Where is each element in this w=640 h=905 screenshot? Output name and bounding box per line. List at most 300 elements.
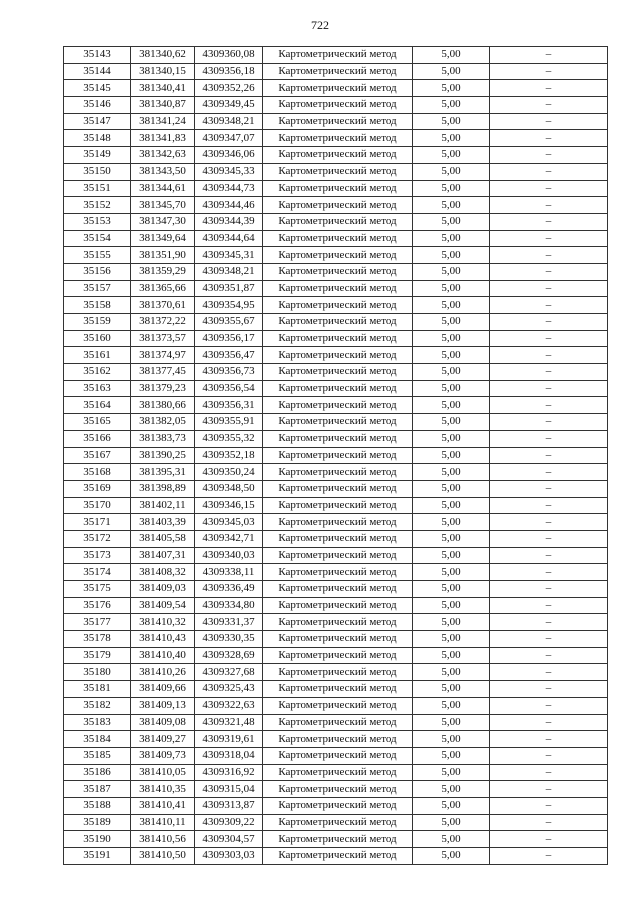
y-coordinate-cell: 4309348,21 xyxy=(195,263,263,280)
point-number-cell: 35189 xyxy=(64,814,131,831)
x-coordinate-cell: 381370,61 xyxy=(131,297,195,314)
x-coordinate-cell: 381340,62 xyxy=(131,47,195,64)
description-cell: – xyxy=(490,280,608,297)
point-number-cell: 35159 xyxy=(64,314,131,331)
point-number-cell: 35151 xyxy=(64,180,131,197)
method-cell: Картометрический метод xyxy=(263,597,413,614)
description-cell: – xyxy=(490,330,608,347)
description-cell: – xyxy=(490,664,608,681)
description-cell: – xyxy=(490,163,608,180)
x-coordinate-cell: 381382,05 xyxy=(131,414,195,431)
point-number-cell: 35188 xyxy=(64,797,131,814)
point-number-cell: 35170 xyxy=(64,497,131,514)
point-number-cell: 35155 xyxy=(64,247,131,264)
y-coordinate-cell: 4309348,50 xyxy=(195,480,263,497)
accuracy-cell: 5,00 xyxy=(413,814,490,831)
x-coordinate-cell: 381340,41 xyxy=(131,80,195,97)
table-row xyxy=(64,263,608,280)
y-coordinate-cell: 4309356,31 xyxy=(195,397,263,414)
y-coordinate-cell: 4309354,95 xyxy=(195,297,263,314)
table-row xyxy=(64,330,608,347)
method-cell: Картометрический метод xyxy=(263,831,413,848)
x-coordinate-cell: 381377,45 xyxy=(131,364,195,381)
description-cell: – xyxy=(490,130,608,147)
table-row xyxy=(64,314,608,331)
method-cell: Картометрический метод xyxy=(263,364,413,381)
table-row xyxy=(64,447,608,464)
accuracy-cell: 5,00 xyxy=(413,447,490,464)
description-cell: – xyxy=(490,414,608,431)
description-cell: – xyxy=(490,614,608,631)
method-cell: Картометрический метод xyxy=(263,230,413,247)
x-coordinate-cell: 381405,58 xyxy=(131,530,195,547)
description-cell: – xyxy=(490,113,608,130)
point-number-cell: 35191 xyxy=(64,848,131,865)
y-coordinate-cell: 4309315,04 xyxy=(195,781,263,798)
x-coordinate-cell: 381345,70 xyxy=(131,197,195,214)
accuracy-cell: 5,00 xyxy=(413,664,490,681)
description-cell: – xyxy=(490,464,608,481)
method-cell: Картометрический метод xyxy=(263,581,413,598)
method-cell: Картометрический метод xyxy=(263,130,413,147)
point-number-cell: 35154 xyxy=(64,230,131,247)
accuracy-cell: 5,00 xyxy=(413,113,490,130)
point-number-cell: 35179 xyxy=(64,647,131,664)
table-row xyxy=(64,797,608,814)
accuracy-cell: 5,00 xyxy=(413,263,490,280)
table-row xyxy=(64,63,608,80)
x-coordinate-cell: 381341,83 xyxy=(131,130,195,147)
method-cell: Картометрический метод xyxy=(263,314,413,331)
x-coordinate-cell: 381344,61 xyxy=(131,180,195,197)
description-cell: – xyxy=(490,397,608,414)
accuracy-cell: 5,00 xyxy=(413,480,490,497)
x-coordinate-cell: 381410,43 xyxy=(131,631,195,648)
x-coordinate-cell: 381380,66 xyxy=(131,397,195,414)
y-coordinate-cell: 4309352,26 xyxy=(195,80,263,97)
x-coordinate-cell: 381347,30 xyxy=(131,213,195,230)
x-coordinate-cell: 381409,54 xyxy=(131,597,195,614)
x-coordinate-cell: 381410,40 xyxy=(131,647,195,664)
x-coordinate-cell: 381342,63 xyxy=(131,147,195,164)
x-coordinate-cell: 381410,05 xyxy=(131,764,195,781)
accuracy-cell: 5,00 xyxy=(413,747,490,764)
description-cell: – xyxy=(490,597,608,614)
point-number-cell: 35177 xyxy=(64,614,131,631)
y-coordinate-cell: 4309346,06 xyxy=(195,147,263,164)
method-cell: Картометрический метод xyxy=(263,63,413,80)
y-coordinate-cell: 4309360,08 xyxy=(195,47,263,64)
method-cell: Картометрический метод xyxy=(263,564,413,581)
method-cell: Картометрический метод xyxy=(263,397,413,414)
point-number-cell: 35162 xyxy=(64,364,131,381)
y-coordinate-cell: 4309345,33 xyxy=(195,163,263,180)
method-cell: Картометрический метод xyxy=(263,430,413,447)
method-cell: Картометрический метод xyxy=(263,731,413,748)
description-cell: – xyxy=(490,347,608,364)
x-coordinate-cell: 381409,66 xyxy=(131,681,195,698)
table-row xyxy=(64,831,608,848)
method-cell: Картометрический метод xyxy=(263,97,413,114)
accuracy-cell: 5,00 xyxy=(413,581,490,598)
accuracy-cell: 5,00 xyxy=(413,530,490,547)
table-row xyxy=(64,814,608,831)
description-cell: – xyxy=(490,631,608,648)
point-number-cell: 35158 xyxy=(64,297,131,314)
y-coordinate-cell: 4309316,92 xyxy=(195,764,263,781)
accuracy-cell: 5,00 xyxy=(413,697,490,714)
x-coordinate-cell: 381341,24 xyxy=(131,113,195,130)
y-coordinate-cell: 4309336,49 xyxy=(195,581,263,598)
table-row xyxy=(64,213,608,230)
method-cell: Картометрический метод xyxy=(263,180,413,197)
y-coordinate-cell: 4309318,04 xyxy=(195,747,263,764)
description-cell: – xyxy=(490,731,608,748)
accuracy-cell: 5,00 xyxy=(413,314,490,331)
method-cell: Картометрический метод xyxy=(263,213,413,230)
table-row xyxy=(64,664,608,681)
y-coordinate-cell: 4309319,61 xyxy=(195,731,263,748)
x-coordinate-cell: 381379,23 xyxy=(131,380,195,397)
point-number-cell: 35163 xyxy=(64,380,131,397)
y-coordinate-cell: 4309322,63 xyxy=(195,697,263,714)
point-number-cell: 35156 xyxy=(64,263,131,280)
accuracy-cell: 5,00 xyxy=(413,731,490,748)
x-coordinate-cell: 381395,31 xyxy=(131,464,195,481)
point-number-cell: 35175 xyxy=(64,581,131,598)
point-number-cell: 35190 xyxy=(64,831,131,848)
x-coordinate-cell: 381383,73 xyxy=(131,430,195,447)
accuracy-cell: 5,00 xyxy=(413,631,490,648)
x-coordinate-cell: 381340,87 xyxy=(131,97,195,114)
y-coordinate-cell: 4309327,68 xyxy=(195,664,263,681)
method-cell: Картометрический метод xyxy=(263,631,413,648)
description-cell: – xyxy=(490,314,608,331)
description-cell: – xyxy=(490,530,608,547)
accuracy-cell: 5,00 xyxy=(413,464,490,481)
method-cell: Картометрический метод xyxy=(263,464,413,481)
table-row xyxy=(64,514,608,531)
description-cell: – xyxy=(490,764,608,781)
x-coordinate-cell: 381410,56 xyxy=(131,831,195,848)
table-row xyxy=(64,564,608,581)
method-cell: Картометрический метод xyxy=(263,681,413,698)
y-coordinate-cell: 4309355,32 xyxy=(195,430,263,447)
x-coordinate-cell: 381409,13 xyxy=(131,697,195,714)
y-coordinate-cell: 4309355,91 xyxy=(195,414,263,431)
accuracy-cell: 5,00 xyxy=(413,80,490,97)
point-number-cell: 35181 xyxy=(64,681,131,698)
x-coordinate-cell: 381390,25 xyxy=(131,447,195,464)
method-cell: Картометрический метод xyxy=(263,848,413,865)
accuracy-cell: 5,00 xyxy=(413,280,490,297)
point-number-cell: 35178 xyxy=(64,631,131,648)
table-row xyxy=(64,848,608,865)
y-coordinate-cell: 4309344,64 xyxy=(195,230,263,247)
point-number-cell: 35146 xyxy=(64,97,131,114)
y-coordinate-cell: 4309303,03 xyxy=(195,848,263,865)
description-cell: – xyxy=(490,230,608,247)
y-coordinate-cell: 4309304,57 xyxy=(195,831,263,848)
x-coordinate-cell: 381410,26 xyxy=(131,664,195,681)
table-row xyxy=(64,397,608,414)
description-cell: – xyxy=(490,564,608,581)
method-cell: Картометрический метод xyxy=(263,747,413,764)
x-coordinate-cell: 381373,57 xyxy=(131,330,195,347)
y-coordinate-cell: 4309344,46 xyxy=(195,197,263,214)
point-number-cell: 35145 xyxy=(64,80,131,97)
accuracy-cell: 5,00 xyxy=(413,514,490,531)
x-coordinate-cell: 381410,35 xyxy=(131,781,195,798)
description-cell: – xyxy=(490,480,608,497)
accuracy-cell: 5,00 xyxy=(413,364,490,381)
table-row xyxy=(64,47,608,64)
point-number-cell: 35184 xyxy=(64,731,131,748)
method-cell: Картометрический метод xyxy=(263,647,413,664)
description-cell: – xyxy=(490,63,608,80)
method-cell: Картометрический метод xyxy=(263,447,413,464)
method-cell: Картометрический метод xyxy=(263,781,413,798)
accuracy-cell: 5,00 xyxy=(413,197,490,214)
description-cell: – xyxy=(490,797,608,814)
table-row xyxy=(64,697,608,714)
point-number-cell: 35148 xyxy=(64,130,131,147)
table-row xyxy=(64,297,608,314)
description-cell: – xyxy=(490,697,608,714)
point-number-cell: 35171 xyxy=(64,514,131,531)
x-coordinate-cell: 381343,50 xyxy=(131,163,195,180)
accuracy-cell: 5,00 xyxy=(413,797,490,814)
table-row xyxy=(64,280,608,297)
table-row xyxy=(64,731,608,748)
point-number-cell: 35173 xyxy=(64,547,131,564)
x-coordinate-cell: 381374,97 xyxy=(131,347,195,364)
y-coordinate-cell: 4309356,73 xyxy=(195,364,263,381)
y-coordinate-cell: 4309351,87 xyxy=(195,280,263,297)
y-coordinate-cell: 4309342,71 xyxy=(195,530,263,547)
y-coordinate-cell: 4309350,24 xyxy=(195,464,263,481)
description-cell: – xyxy=(490,831,608,848)
x-coordinate-cell: 381409,03 xyxy=(131,581,195,598)
accuracy-cell: 5,00 xyxy=(413,63,490,80)
table-row xyxy=(64,247,608,264)
method-cell: Картометрический метод xyxy=(263,514,413,531)
accuracy-cell: 5,00 xyxy=(413,414,490,431)
y-coordinate-cell: 4309352,18 xyxy=(195,447,263,464)
method-cell: Картометрический метод xyxy=(263,530,413,547)
point-number-cell: 35169 xyxy=(64,480,131,497)
method-cell: Картометрический метод xyxy=(263,80,413,97)
table-row xyxy=(64,464,608,481)
method-cell: Картометрический метод xyxy=(263,480,413,497)
description-cell: – xyxy=(490,213,608,230)
y-coordinate-cell: 4309356,54 xyxy=(195,380,263,397)
point-number-cell: 35157 xyxy=(64,280,131,297)
description-cell: – xyxy=(490,430,608,447)
table-row xyxy=(64,197,608,214)
accuracy-cell: 5,00 xyxy=(413,47,490,64)
method-cell: Картометрический метод xyxy=(263,347,413,364)
description-cell: – xyxy=(490,263,608,280)
description-cell: – xyxy=(490,781,608,798)
point-number-cell: 35183 xyxy=(64,714,131,731)
table-row xyxy=(64,530,608,547)
x-coordinate-cell: 381351,90 xyxy=(131,247,195,264)
point-number-cell: 35172 xyxy=(64,530,131,547)
table-row xyxy=(64,781,608,798)
point-number-cell: 35167 xyxy=(64,447,131,464)
y-coordinate-cell: 4309356,18 xyxy=(195,63,263,80)
accuracy-cell: 5,00 xyxy=(413,347,490,364)
description-cell: – xyxy=(490,514,608,531)
coordinates-table xyxy=(63,46,608,865)
table-row xyxy=(64,380,608,397)
page-number: 722 xyxy=(311,18,329,32)
y-coordinate-cell: 4309347,07 xyxy=(195,130,263,147)
accuracy-cell: 5,00 xyxy=(413,147,490,164)
x-coordinate-cell: 381410,41 xyxy=(131,797,195,814)
point-number-cell: 35143 xyxy=(64,47,131,64)
method-cell: Картометрический метод xyxy=(263,163,413,180)
accuracy-cell: 5,00 xyxy=(413,130,490,147)
x-coordinate-cell: 381402,11 xyxy=(131,497,195,514)
y-coordinate-cell: 4309356,47 xyxy=(195,347,263,364)
description-cell: – xyxy=(490,714,608,731)
method-cell: Картометрический метод xyxy=(263,247,413,264)
point-number-cell: 35166 xyxy=(64,430,131,447)
y-coordinate-cell: 4309344,39 xyxy=(195,213,263,230)
accuracy-cell: 5,00 xyxy=(413,380,490,397)
description-cell: – xyxy=(490,814,608,831)
accuracy-cell: 5,00 xyxy=(413,831,490,848)
point-number-cell: 35144 xyxy=(64,63,131,80)
table-row xyxy=(64,80,608,97)
description-cell: – xyxy=(490,47,608,64)
method-cell: Картометрический метод xyxy=(263,614,413,631)
y-coordinate-cell: 4309325,43 xyxy=(195,681,263,698)
description-cell: – xyxy=(490,297,608,314)
description-cell: – xyxy=(490,197,608,214)
description-cell: – xyxy=(490,681,608,698)
point-number-cell: 35185 xyxy=(64,747,131,764)
point-number-cell: 35149 xyxy=(64,147,131,164)
accuracy-cell: 5,00 xyxy=(413,230,490,247)
description-cell: – xyxy=(490,747,608,764)
accuracy-cell: 5,00 xyxy=(413,848,490,865)
accuracy-cell: 5,00 xyxy=(413,681,490,698)
x-coordinate-cell: 381398,89 xyxy=(131,480,195,497)
x-coordinate-cell: 381408,32 xyxy=(131,564,195,581)
table-row xyxy=(64,581,608,598)
description-cell: – xyxy=(490,447,608,464)
y-coordinate-cell: 4309309,22 xyxy=(195,814,263,831)
method-cell: Картометрический метод xyxy=(263,263,413,280)
table-row xyxy=(64,614,608,631)
table-row xyxy=(64,230,608,247)
point-number-cell: 35174 xyxy=(64,564,131,581)
description-cell: – xyxy=(490,547,608,564)
accuracy-cell: 5,00 xyxy=(413,247,490,264)
x-coordinate-cell: 381340,15 xyxy=(131,63,195,80)
accuracy-cell: 5,00 xyxy=(413,764,490,781)
point-number-cell: 35168 xyxy=(64,464,131,481)
x-coordinate-cell: 381409,73 xyxy=(131,747,195,764)
accuracy-cell: 5,00 xyxy=(413,180,490,197)
accuracy-cell: 5,00 xyxy=(413,547,490,564)
y-coordinate-cell: 4309355,67 xyxy=(195,314,263,331)
y-coordinate-cell: 4309356,17 xyxy=(195,330,263,347)
accuracy-cell: 5,00 xyxy=(413,163,490,180)
point-number-cell: 35182 xyxy=(64,697,131,714)
method-cell: Картометрический метод xyxy=(263,280,413,297)
point-number-cell: 35176 xyxy=(64,597,131,614)
y-coordinate-cell: 4309330,35 xyxy=(195,631,263,648)
x-coordinate-cell: 381410,11 xyxy=(131,814,195,831)
table-row xyxy=(64,147,608,164)
table-row xyxy=(64,414,608,431)
y-coordinate-cell: 4309346,15 xyxy=(195,497,263,514)
x-coordinate-cell: 381349,64 xyxy=(131,230,195,247)
point-number-cell: 35180 xyxy=(64,664,131,681)
accuracy-cell: 5,00 xyxy=(413,397,490,414)
table-row xyxy=(64,480,608,497)
x-coordinate-cell: 381410,32 xyxy=(131,614,195,631)
method-cell: Картометрический метод xyxy=(263,330,413,347)
accuracy-cell: 5,00 xyxy=(413,213,490,230)
x-coordinate-cell: 381409,08 xyxy=(131,714,195,731)
accuracy-cell: 5,00 xyxy=(413,714,490,731)
table-row xyxy=(64,163,608,180)
accuracy-cell: 5,00 xyxy=(413,614,490,631)
method-cell: Картометрический метод xyxy=(263,664,413,681)
description-cell: – xyxy=(490,97,608,114)
method-cell: Картометрический метод xyxy=(263,297,413,314)
y-coordinate-cell: 4309338,11 xyxy=(195,564,263,581)
x-coordinate-cell: 381410,50 xyxy=(131,848,195,865)
y-coordinate-cell: 4309344,73 xyxy=(195,180,263,197)
table-row xyxy=(64,113,608,130)
table-row xyxy=(64,547,608,564)
method-cell: Картометрический метод xyxy=(263,380,413,397)
table-row xyxy=(64,631,608,648)
accuracy-cell: 5,00 xyxy=(413,430,490,447)
x-coordinate-cell: 381372,22 xyxy=(131,314,195,331)
method-cell: Картометрический метод xyxy=(263,197,413,214)
x-coordinate-cell: 381365,66 xyxy=(131,280,195,297)
point-number-cell: 35161 xyxy=(64,347,131,364)
y-coordinate-cell: 4309313,87 xyxy=(195,797,263,814)
y-coordinate-cell: 4309349,45 xyxy=(195,97,263,114)
table-row xyxy=(64,681,608,698)
method-cell: Картометрический метод xyxy=(263,497,413,514)
method-cell: Картометрический метод xyxy=(263,764,413,781)
table-row xyxy=(64,747,608,764)
accuracy-cell: 5,00 xyxy=(413,564,490,581)
method-cell: Картометрический метод xyxy=(263,814,413,831)
table-row xyxy=(64,647,608,664)
accuracy-cell: 5,00 xyxy=(413,97,490,114)
x-coordinate-cell: 381407,31 xyxy=(131,547,195,564)
y-coordinate-cell: 4309345,31 xyxy=(195,247,263,264)
x-coordinate-cell: 381403,39 xyxy=(131,514,195,531)
accuracy-cell: 5,00 xyxy=(413,330,490,347)
table-row xyxy=(64,180,608,197)
accuracy-cell: 5,00 xyxy=(413,497,490,514)
y-coordinate-cell: 4309328,69 xyxy=(195,647,263,664)
description-cell: – xyxy=(490,80,608,97)
table-row xyxy=(64,714,608,731)
method-cell: Картометрический метод xyxy=(263,697,413,714)
